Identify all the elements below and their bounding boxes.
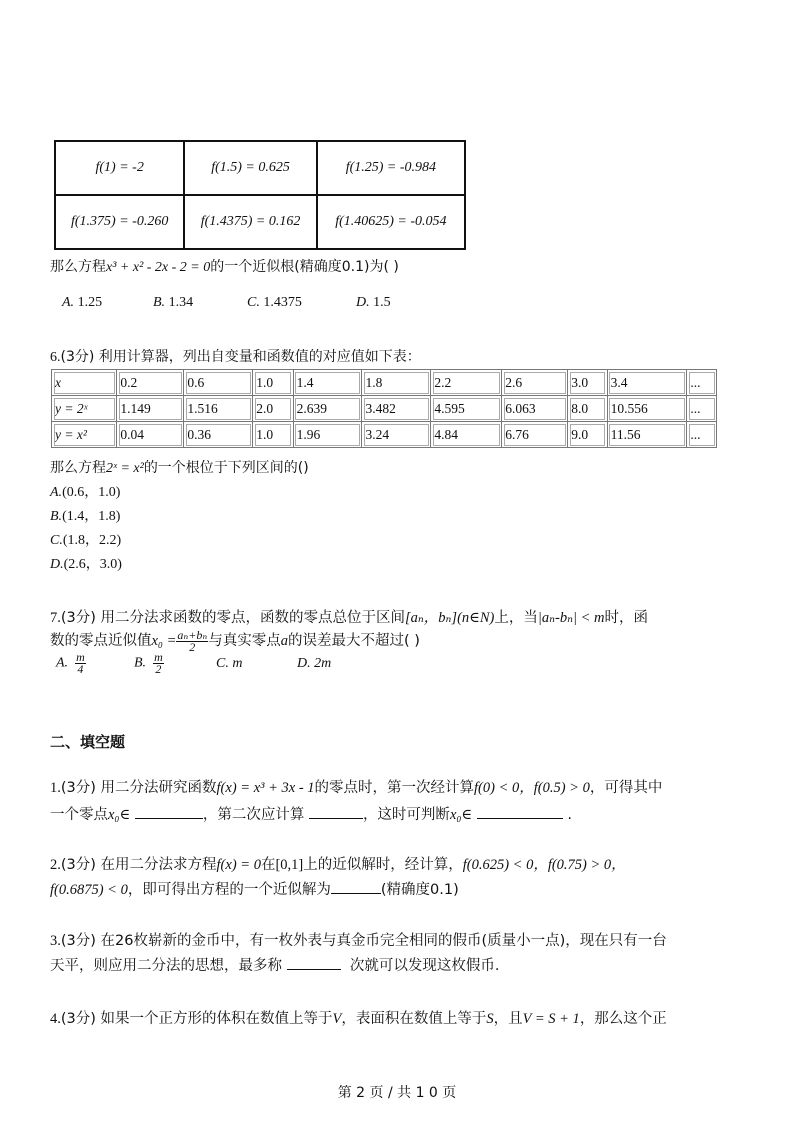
score: (3分) bbox=[60, 780, 96, 796]
table-cell bbox=[293, 370, 362, 396]
table-cell bbox=[362, 370, 431, 396]
table-cell bbox=[431, 370, 502, 396]
option-letter: C. bbox=[247, 295, 260, 310]
table-cell bbox=[687, 370, 717, 396]
question-number: 7. bbox=[50, 610, 61, 626]
cell-text: f(1.5) = 0.625 bbox=[211, 160, 290, 175]
fraction-denominator: 2 bbox=[189, 639, 196, 654]
score: (3分) bbox=[60, 857, 96, 873]
f2-line2 bbox=[50, 878, 459, 899]
question-number: 1. bbox=[50, 780, 61, 796]
cell-text: 1.516 bbox=[187, 400, 218, 416]
table-cell bbox=[607, 370, 687, 396]
table-cell bbox=[52, 370, 117, 396]
q5-option-d bbox=[356, 295, 391, 311]
stem-text: 时，函 bbox=[604, 610, 648, 626]
math-expr: [aₙ，bₙ] bbox=[405, 610, 458, 626]
math-expr: V = S + 1 bbox=[522, 1011, 580, 1027]
q7-option-d bbox=[297, 656, 331, 672]
table-cell bbox=[687, 422, 717, 448]
table-cell bbox=[502, 396, 568, 422]
option-letter: D. bbox=[50, 557, 64, 572]
cell-text: 8.0 bbox=[571, 400, 589, 416]
fraction bbox=[75, 652, 86, 675]
stem-text: 上的近似解时，经计算， bbox=[303, 857, 463, 873]
math-expr: f(0.6875) < 0 bbox=[50, 882, 128, 898]
fraction-numerator: m bbox=[154, 650, 163, 664]
answer-blank[interactable] bbox=[135, 806, 203, 819]
option-value: 1.5 bbox=[373, 295, 391, 310]
cell-text: 4.84 bbox=[434, 426, 458, 442]
option-value: (1.8，2.2) bbox=[62, 533, 122, 548]
question-number: 3. bbox=[50, 933, 61, 949]
table-cell bbox=[293, 396, 362, 422]
table-cell bbox=[568, 370, 607, 396]
score: (3分) bbox=[60, 933, 96, 949]
q7-option-a bbox=[56, 652, 86, 675]
fraction bbox=[153, 652, 164, 675]
cell-text: 10.556 bbox=[610, 400, 648, 416]
stem-text: 的一个根位于下列区间的() bbox=[143, 460, 309, 476]
table-cell bbox=[431, 422, 502, 448]
f3-line2 bbox=[50, 954, 499, 975]
fraction-denominator: 4 bbox=[77, 662, 84, 676]
table-cell bbox=[184, 396, 253, 422]
option-value: 1.25 bbox=[77, 295, 103, 310]
f2-line1 bbox=[50, 853, 626, 874]
q7-line2 bbox=[50, 629, 420, 653]
option-letter: B. bbox=[134, 655, 147, 671]
stem-text: 那么方程 bbox=[50, 259, 106, 275]
cell-text: 1.0 bbox=[256, 426, 274, 442]
option-letter: B. bbox=[153, 295, 166, 310]
answer-blank[interactable] bbox=[309, 806, 363, 819]
stem-text: 那么方程 bbox=[50, 460, 106, 476]
f4-line1 bbox=[50, 1007, 667, 1028]
q6-option-c bbox=[50, 529, 121, 549]
cell-text: y = 2ˣ bbox=[55, 400, 88, 416]
option-letter: D. bbox=[356, 295, 370, 310]
option-value: (2.6，3.0) bbox=[63, 557, 122, 572]
fraction-numerator: m bbox=[76, 650, 85, 664]
table-cell bbox=[362, 422, 431, 448]
cell-text: ... bbox=[690, 400, 701, 416]
stem-text: 利用计算器，列出自变量和函数值的对应值如下表： bbox=[98, 349, 421, 365]
stem-text: 数的零点近似值 bbox=[50, 633, 152, 649]
stem-text: . bbox=[567, 807, 572, 823]
answer-blank[interactable] bbox=[477, 806, 563, 819]
f3-line1 bbox=[50, 929, 667, 950]
table-cell bbox=[184, 370, 253, 396]
math-expr: f(x) = x³ + 3x - 1 bbox=[216, 780, 315, 796]
equation: 2ˣ = x² bbox=[106, 461, 144, 476]
stem-text: ，那么这个正 bbox=[579, 1011, 667, 1027]
q7-line1 bbox=[50, 606, 648, 627]
q6-option-a bbox=[50, 481, 120, 501]
stem-text: ，第二次应计算 bbox=[202, 807, 305, 823]
math-expr: |aₙ-bₙ| < m bbox=[537, 610, 605, 626]
stem-text: 在26枚崭新的金币中，有一枚外表与真金币完全相同的假币(质量小一点)，现在只有一台 bbox=[100, 933, 667, 949]
table-cell bbox=[184, 141, 316, 195]
cell-text: 1.4 bbox=[296, 374, 314, 390]
q5-stem bbox=[50, 256, 399, 276]
table-cell bbox=[362, 396, 431, 422]
stem-text: 的误差最大不超过( ) bbox=[287, 633, 420, 649]
option-value: m bbox=[232, 656, 243, 671]
table-cell bbox=[52, 422, 117, 448]
q6-question bbox=[50, 457, 309, 477]
cell-text: f(1) = -2 bbox=[95, 160, 144, 175]
fraction bbox=[176, 627, 208, 654]
values-table bbox=[54, 140, 466, 250]
cell-text: f(1.40625) = -0.054 bbox=[335, 214, 447, 229]
fraction-denominator: 2 bbox=[155, 662, 162, 676]
option-letter: A. bbox=[56, 655, 69, 671]
cell-text: f(1.25) = -0.984 bbox=[345, 160, 437, 175]
table-cell bbox=[253, 370, 293, 396]
stem-text: 一个零点 bbox=[50, 807, 108, 823]
cell-text: f(1.375) = -0.260 bbox=[71, 214, 169, 229]
fraction-numerator: aₙ+bₙ bbox=[177, 627, 208, 642]
stem-text: 在用二分法求方程 bbox=[100, 857, 217, 873]
table-cell bbox=[184, 422, 253, 448]
math-expr: f(0) < 0，f(0.5) > 0 bbox=[474, 780, 590, 796]
cell-text: 0.36 bbox=[187, 426, 211, 442]
question-number: 2. bbox=[50, 857, 61, 873]
cell-text: 2.2 bbox=[434, 374, 452, 390]
option-letter: B. bbox=[50, 509, 63, 524]
math-expr: f(0.625) < 0，f(0.75) > 0， bbox=[462, 857, 626, 873]
cell-text: ... bbox=[690, 426, 701, 442]
table-cell bbox=[253, 396, 293, 422]
cell-text: 1.8 bbox=[365, 374, 383, 390]
table-cell bbox=[431, 396, 502, 422]
f1-line2 bbox=[50, 803, 572, 824]
cell-text: 1.149 bbox=[120, 400, 151, 416]
score: (3分) bbox=[60, 610, 96, 626]
cell-text: 3.4 bbox=[610, 374, 628, 390]
q5-option-c bbox=[247, 295, 302, 311]
table-cell bbox=[607, 396, 687, 422]
q6-stem bbox=[50, 346, 421, 366]
q7-option-b bbox=[134, 652, 164, 675]
option-value: (0.6，1.0) bbox=[62, 485, 121, 500]
math-expr: x₀∈ bbox=[108, 807, 131, 823]
stem-text: ，且 bbox=[493, 1011, 523, 1027]
stem-text: 的零点时，第一次经计算 bbox=[314, 780, 475, 796]
cell-text: 11.56 bbox=[610, 426, 641, 442]
math-var: V bbox=[332, 1011, 342, 1027]
math-expr: x₀∈ bbox=[449, 807, 473, 823]
table-cell bbox=[253, 422, 293, 448]
q6-option-d bbox=[50, 553, 122, 573]
table-cell bbox=[607, 422, 687, 448]
cell-text: ... bbox=[690, 374, 701, 390]
answer-blank[interactable] bbox=[287, 957, 341, 970]
math-expr: x₀ = bbox=[151, 633, 177, 649]
math-expr: (n∈N) bbox=[457, 610, 495, 626]
option-value: 1.4375 bbox=[263, 295, 302, 310]
page-footer: 第 2 页 / 共 1 0 页 bbox=[337, 1085, 457, 1101]
cell-text: 6.063 bbox=[505, 400, 536, 416]
cell-text: 4.595 bbox=[434, 400, 465, 416]
table-cell bbox=[317, 141, 465, 195]
table-cell bbox=[502, 422, 568, 448]
answer-blank[interactable] bbox=[331, 881, 381, 894]
cell-text: 9.0 bbox=[571, 426, 589, 442]
table-cell bbox=[117, 370, 184, 396]
table-cell bbox=[502, 370, 568, 396]
stem-text: 上，当 bbox=[494, 610, 538, 626]
cell-text: f(1.4375) = 0.162 bbox=[200, 214, 301, 229]
cell-text: 6.76 bbox=[505, 426, 529, 442]
math-expr: [0,1] bbox=[275, 857, 304, 873]
option-value: 2m bbox=[314, 656, 332, 671]
stem-text: 的一个近似根(精确度0.1)为( ) bbox=[210, 259, 399, 275]
cell-text: 2.0 bbox=[256, 400, 274, 416]
math-var: a bbox=[280, 633, 288, 649]
table-cell bbox=[184, 195, 316, 249]
cell-text: x bbox=[55, 374, 61, 390]
cell-text: 3.482 bbox=[365, 400, 396, 416]
table-cell bbox=[52, 396, 117, 422]
math-var: S bbox=[486, 1011, 494, 1027]
option-letter: C. bbox=[216, 656, 229, 671]
cell-text: 2.639 bbox=[296, 400, 327, 416]
q6-option-b bbox=[50, 505, 120, 525]
option-letter: A. bbox=[50, 485, 63, 500]
stem-text: 用二分法求函数的零点，函数的零点总位于区间 bbox=[100, 610, 406, 626]
section-title: 二、填空题 bbox=[50, 733, 126, 751]
table-cell bbox=[317, 195, 465, 249]
table-cell bbox=[55, 195, 184, 249]
stem-text: (精确度0.1) bbox=[380, 882, 459, 898]
cell-text: y = x² bbox=[55, 426, 87, 442]
stem-text: 与真实零点 bbox=[208, 633, 281, 649]
f1-line1 bbox=[50, 776, 662, 797]
cell-text: 2.6 bbox=[505, 374, 523, 390]
calc-table bbox=[51, 369, 717, 448]
option-letter: A. bbox=[62, 295, 75, 310]
question-number: 4. bbox=[50, 1011, 61, 1027]
stem-text: ，即可得出方程的一个近似解为 bbox=[127, 882, 331, 898]
stem-text: 如果一个正方形的体积在数值上等于 bbox=[100, 1011, 333, 1027]
option-letter: D. bbox=[297, 656, 311, 671]
stem-text: 天平，则应用二分法的思想，最多称 bbox=[50, 958, 282, 974]
cell-text: 0.6 bbox=[187, 374, 205, 390]
q5-option-a bbox=[62, 295, 102, 311]
table-cell bbox=[568, 422, 607, 448]
stem-text: 次就可以发现这枚假币. bbox=[349, 958, 500, 974]
cell-text: 0.2 bbox=[120, 374, 138, 390]
table-cell bbox=[55, 141, 184, 195]
score: (3分) bbox=[60, 349, 95, 365]
stem-text: ，可得其中 bbox=[589, 780, 663, 796]
stem-text: ，这时可判断 bbox=[362, 807, 450, 823]
stem-text: 在 bbox=[260, 857, 276, 873]
table-cell bbox=[568, 396, 607, 422]
table-cell bbox=[293, 422, 362, 448]
table-cell bbox=[687, 396, 717, 422]
cell-text: 1.0 bbox=[256, 374, 274, 390]
stem-text: ，表面积在数值上等于 bbox=[341, 1011, 487, 1027]
question-number: 6. bbox=[50, 350, 61, 365]
option-letter: C. bbox=[50, 533, 63, 548]
stem-text: 用二分法研究函数 bbox=[100, 780, 217, 796]
cell-text: 1.96 bbox=[296, 426, 321, 442]
cell-text: 3.0 bbox=[571, 374, 589, 390]
cell-text: 3.24 bbox=[365, 426, 390, 442]
equation: x³ + x² - 2x - 2 = 0 bbox=[106, 260, 211, 275]
table-cell bbox=[117, 422, 184, 448]
table-cell bbox=[117, 396, 184, 422]
math-expr: f(x) = 0 bbox=[216, 857, 261, 873]
option-value: 1.34 bbox=[168, 295, 194, 310]
option-value: (1.4，1.8) bbox=[62, 509, 121, 524]
q5-option-b bbox=[153, 295, 193, 311]
score: (3分) bbox=[60, 1011, 96, 1027]
q7-option-c bbox=[216, 656, 242, 672]
cell-text: 0.04 bbox=[120, 426, 144, 442]
